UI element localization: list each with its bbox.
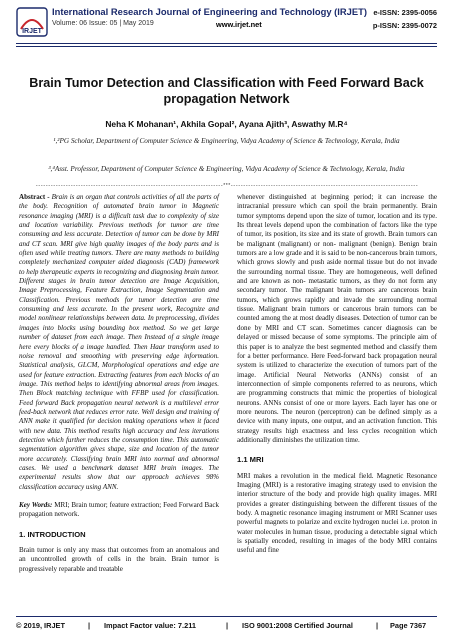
pissn: p-ISSN: 2395-0072	[372, 21, 437, 30]
introduction-continued: whenever distinguished at beginning period; it can increase the intracranial pressure which can spoil the brain permanently. Brain tumor symptoms depend upon the size of tumor, location and its type. Its threat levels depend upon the combination of factors like the type of tumor, its position, its size and its state of growth. Brain tumors can be malignant (malignant) or non- malignant (benign). Benign brain tumors are a low grade and it is said to be non-cancerous brain tumors, which grows slowly and push aside normal tissue but do not invade the surrounding normal tissue. They are homogeneous, well defined and are known as non- metastatic tumors, as they do not form any secondary tumor. The malignant brain tumors are cancerous brain tumors, which grows rapidly and invade the surrounding normal tissue. Malignant brain tumors or cancerous brain tumors can be counted among the at most deadly diseases. Detection of tumor can be done by MRI and CT scan. Sometimes cancer diagnosis can be delayed or missed because of some symptoms. The principle aim of this paper is to analyze the best segmented method and classify them for a better performance. Here Feed-forward back propagation neural system is utilized to characterize the execution of tumors part of the image. Artificial Neural Networks (ANNs) consist of an interconnection of simple components referred to as neurons, which are programming constructs that mimic the properties of biological neurons. ANNs consist of one or more layers. Each layer has one or more neurons. The neuron (perceptron) can be defined simply as a device with many inputs, one output, and an activation function. This strategy results high exactness and less cycles recognition which additionally diminishes the utilization time.	[237, 193, 437, 444]
keywords	[19, 501, 219, 520]
footer-page: Page 7367	[390, 621, 427, 630]
journal-volume-info: Volume: 06 Issue: 05 | May 2019	[52, 20, 154, 27]
footer-sep-3: |	[376, 621, 379, 630]
svg-text:IRJET: IRJET	[22, 28, 42, 35]
separator-line: ---------------------------------------------------------------------------***---------------------------------------------------------------------------	[35, 183, 418, 189]
journal-header	[16, 5, 437, 41]
keywords-label: Key Words:	[19, 501, 53, 509]
footer-iso: ISO 9001:2008 Certified Journal	[242, 621, 353, 630]
abstract	[19, 193, 219, 492]
header-rule	[16, 43, 437, 44]
footer-rule	[16, 616, 437, 617]
header-rule-thin	[16, 46, 437, 47]
keywords-text: MRI; Brain tumor; feature extraction; Feed Forward Back propagation network.	[19, 501, 219, 519]
footer-copyright: © 2019, IRJET	[16, 621, 65, 630]
introduction-text: Brain tumor is only any mass that outcomes from an anomalous and an uncontrolled growth of cells in the brain. Brain tumor is progressively reparable and treatable	[19, 546, 219, 573]
section-introduction-heading: 1. INTRODUCTION	[19, 529, 86, 539]
affiliation-2: ³,⁴Asst. Professor, Department of Computer Science & Engineering, Vidya Academy of Science & Technology, Kerala, India	[48, 165, 405, 173]
mri-text: MRI makes a revolution in the medical field. Magnetic Resonance Imaging (MRI) is a restorative imaging strategy used to envision the interior structure of the body and provide high quality images. MRI provides a greater distinguishing between the different tissues of the body. A magnetic resonance imaging instrument or MRI Scanner uses powerful magnets to polarize and excite hydrogen nuclei i.e. proton in water molecules in human tissue, producing a detectable signal which is spatially encoded, resulting in images of the body MRI contains useful and fine	[237, 471, 437, 555]
abstract-label: Abstract -	[19, 193, 50, 201]
irjet-logo	[16, 7, 48, 37]
section-mri-heading: 1.1 MRI	[237, 455, 264, 465]
left-column	[19, 193, 219, 574]
authors: Neha K Mohanan¹, Akhila Gopal², Ayana Ajith³, Aswathy M.R⁴	[105, 119, 348, 129]
eissn: e-ISSN: 2395-0056	[373, 8, 437, 17]
footer-sep-1: |	[88, 621, 91, 630]
journal-name: International Research Journal of Engineering and Technology (IRJET)	[52, 6, 367, 17]
abstract-text: Brain is an organ that controls activities of all the parts of the body. Recognition of automated brain tumor in Magnetic resonance imaging (MRI) is a difficult task due to complexity of size and location variability. Previous methods for tumor are time consuming and less accurate. Detection of tumor can be done by MRI and CT scan. MRI give high quality images of the body parts and is often used while treating tumors. There are many methods to building completely mechanized computer aided diagnosis (CAD) framework to help therapeutic experts in recognizing and diagnosing brain tumor. Different stages in brain tumor detection are Image Acquisition, Image Preprocessing, Feature Extraction, Image Segmentation and Classification. Previous methods for tumor detection are time consuming and less accurate. In the present work, Recognize and model nonlinear relationships between data. In preprocessing, divides images into blocks using bounding box method. So we get large number of dataset from each image. Then Instead of a single image here every blocks of a image handled. Then Haar transform used to noise removal and smoothing with preserving edge information. Statistical analysis, GLCM, Morphological operations and edge are used for feature extraction. Extracting features from each blocks of an image. This method helps to identifying abnormal areas from images. Then Block matching technique with FFBP used for classification. Feed forward Back propagation neural network is a multilevel error feed-back network that reduces error rate. Well design and training of ANN make it qualified for decision making operations when it faced with new data. This method results high accuracy and less iterations detection which further reduces the consumption time. This automatic segmentation algorithm gives shape, size and location of the tumor more accurately. Classifying brain MRI into normal and abnormal cases. We used a benchmark dataset MRI brain images. The experimental results show that our approach achieves 98% classification accuracy using ANN.	[19, 193, 219, 491]
journal-url[interactable]: www.irjet.net	[216, 20, 262, 29]
paper-title: Brain Tumor Detection and Classification with Feed Forward Back propagation Network	[29, 76, 424, 106]
right-column	[237, 193, 437, 556]
footer-sep-2: |	[226, 621, 229, 630]
footer-impact-factor: Impact Factor value: 7.211	[104, 621, 197, 630]
affiliation-1: ¹,²PG Scholar, Department of Computer Science & Engineering, Vidya Academy of Science & Technology, Kerala, India	[53, 137, 400, 145]
